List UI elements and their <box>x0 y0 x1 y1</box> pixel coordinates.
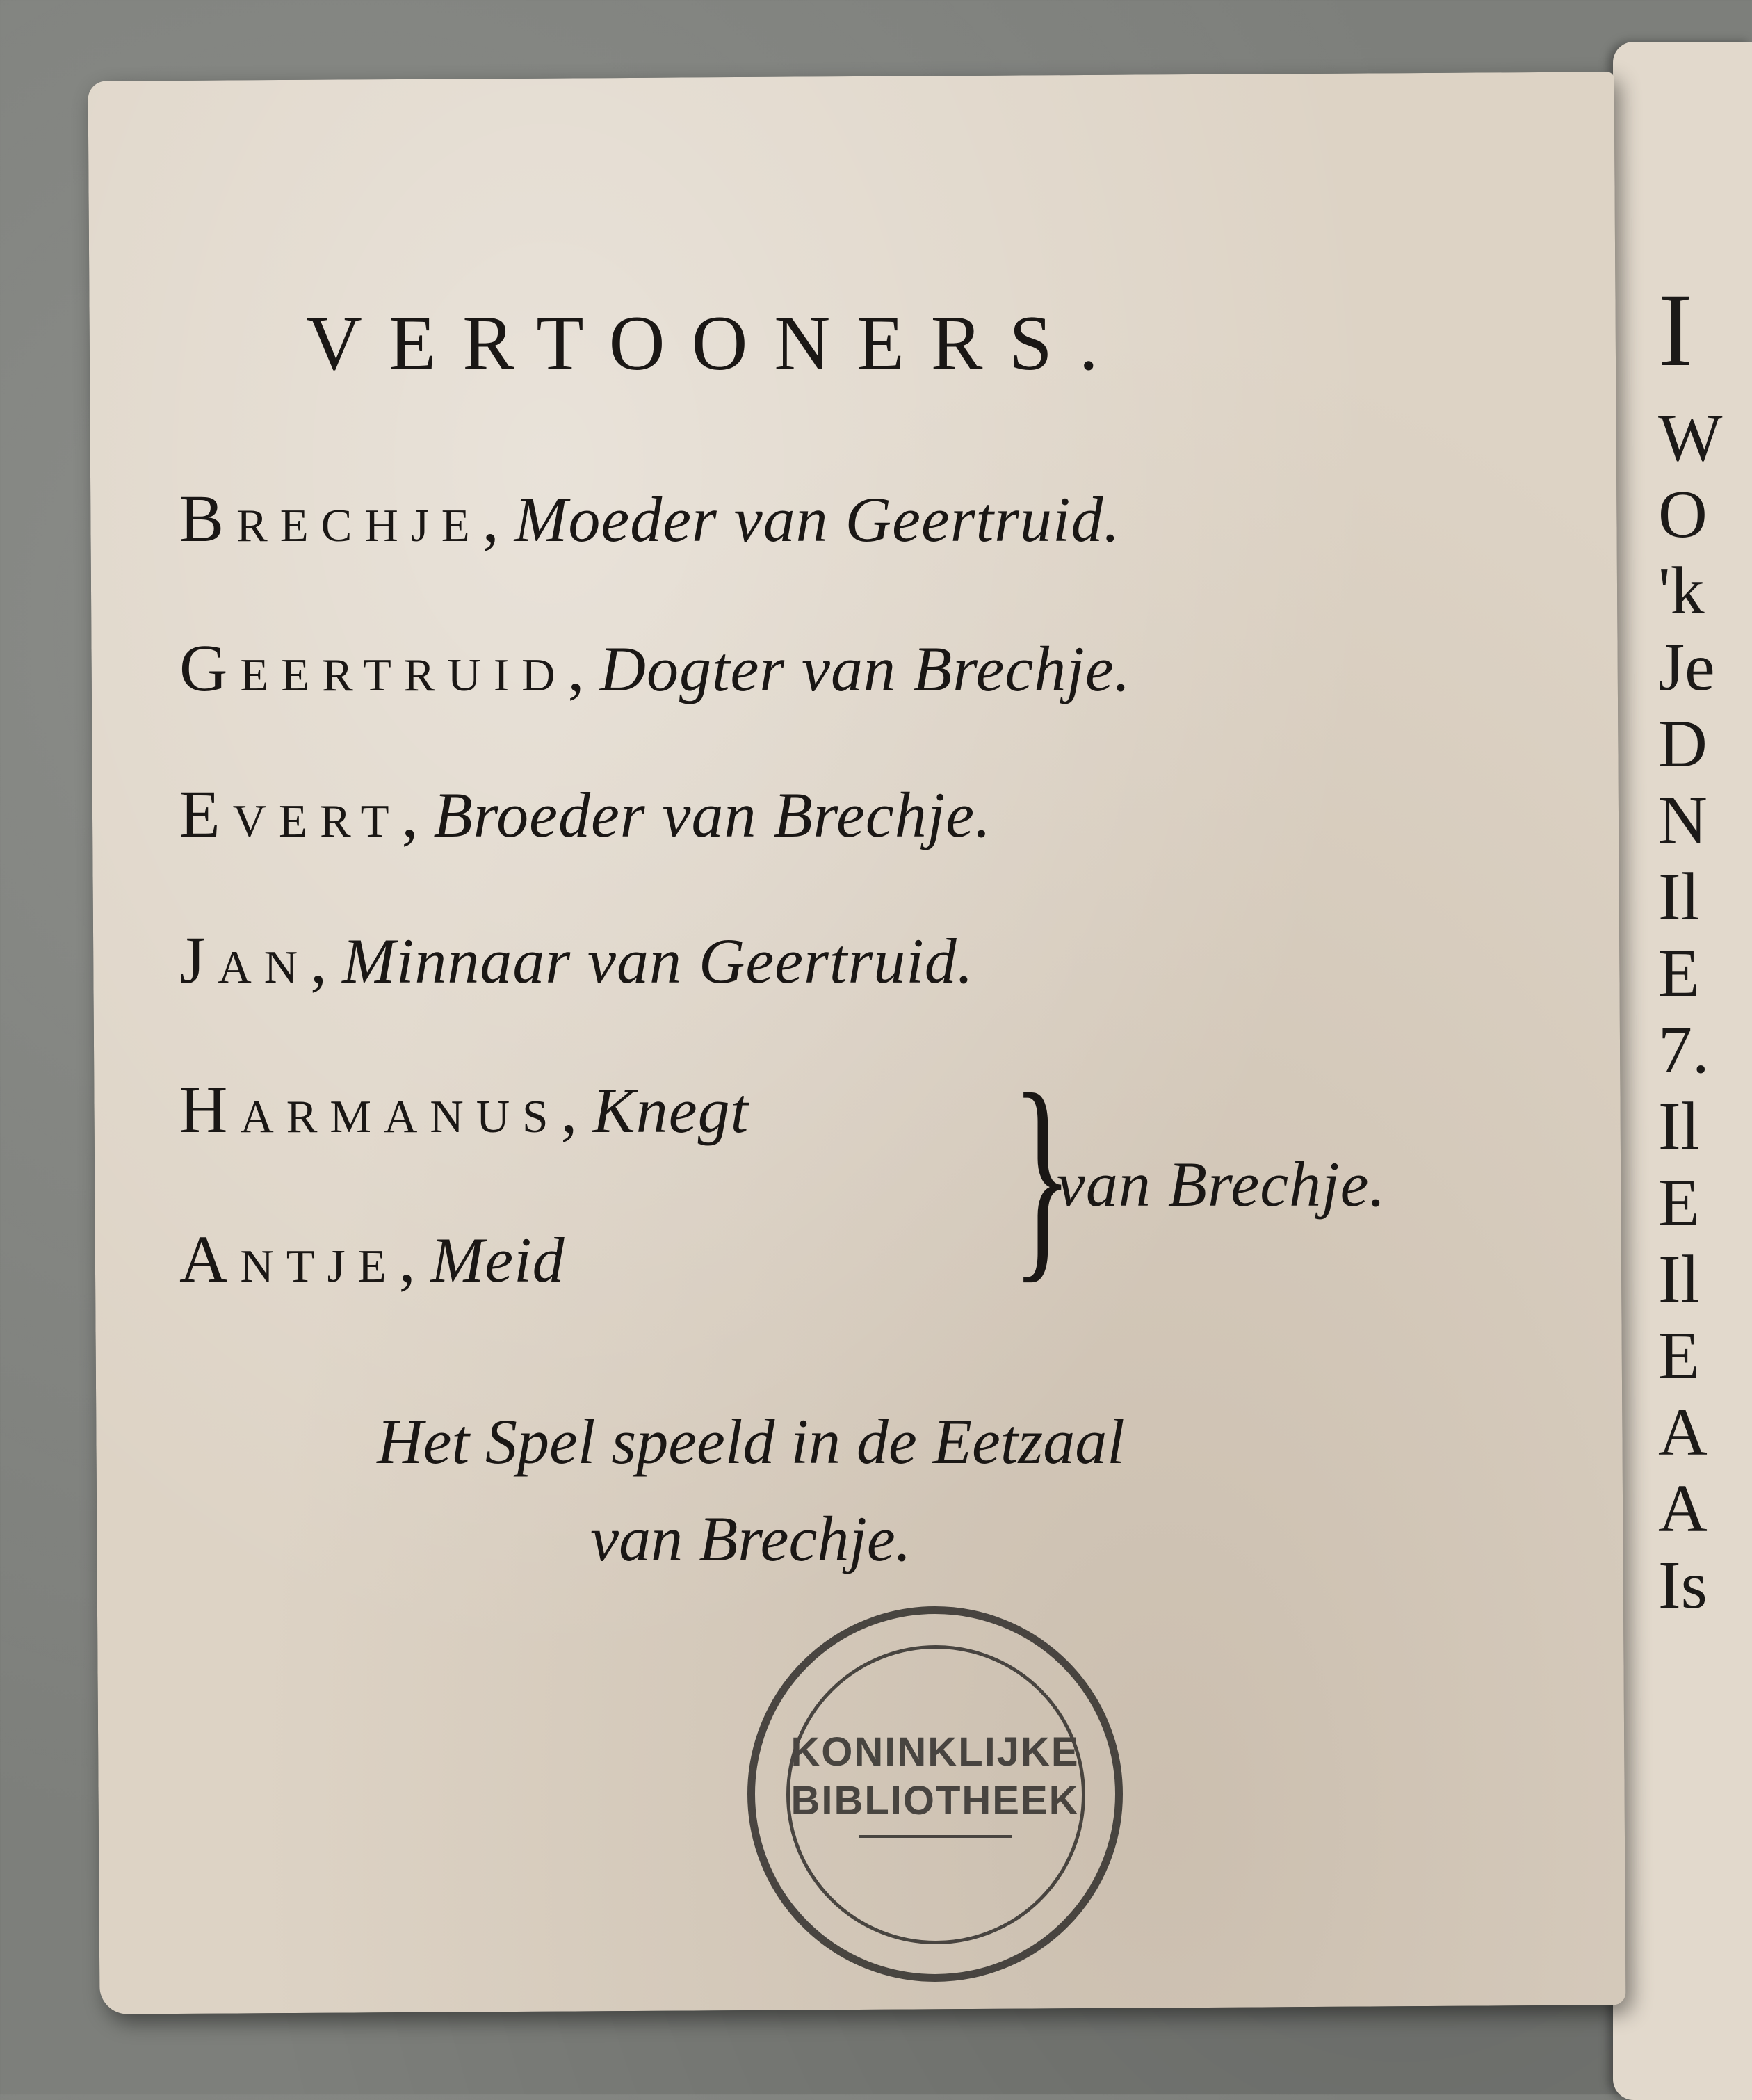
facing-page-letter: Il <box>1658 859 1700 935</box>
character-role: Minnaar van Geertruid. <box>342 926 974 996</box>
facing-page-letter: 7. <box>1658 1012 1710 1088</box>
facing-page-letter: Il <box>1658 1089 1700 1164</box>
curly-brace-icon: } <box>1012 1048 1073 1302</box>
cast-entry <box>179 921 974 999</box>
character-role: Meid <box>430 1225 565 1295</box>
character-name: Antje, <box>179 1222 428 1296</box>
facing-page-letter: 'k <box>1658 554 1705 629</box>
facing-page-letter: A <box>1658 1395 1708 1470</box>
facing-page-letter: N <box>1658 783 1708 858</box>
facing-page-letter: Is <box>1658 1548 1708 1623</box>
facing-page-letter: W <box>1658 401 1723 476</box>
cast-entry <box>179 480 1121 557</box>
cast-entry <box>179 775 991 853</box>
cast-entry <box>179 1220 565 1298</box>
character-role: Knegt <box>592 1075 749 1146</box>
facing-page-letter: I <box>1658 273 1693 388</box>
shared-role <box>1057 1147 1386 1221</box>
character-role: Moeder van Geertruid. <box>514 484 1121 555</box>
page-title: VERTOONERS. <box>306 300 1125 387</box>
cast-entry <box>179 629 1131 706</box>
character-name: Harmanus, <box>179 1072 590 1147</box>
setting-line: van Brechje. <box>590 1503 911 1574</box>
facing-page-letter: O <box>1658 477 1708 552</box>
shared-role-text: van Brechje. <box>1057 1149 1386 1220</box>
setting-line: Het Spel speeld in de Eetzaal <box>377 1406 1125 1477</box>
facing-page-letter: Je <box>1658 630 1715 705</box>
facing-page-letter: E <box>1658 936 1700 1011</box>
character-name: Evert, <box>179 777 431 851</box>
character-name: Brechje, <box>179 481 512 556</box>
stamp-text: BIBLIOTHEEK <box>790 1778 1080 1823</box>
facing-page-letter: D <box>1658 706 1708 782</box>
cast-entry <box>179 1071 749 1148</box>
character-role: Dogter van Brechje. <box>599 633 1131 704</box>
stamp-rule <box>859 1835 1012 1838</box>
facing-page-letter: E <box>1658 1318 1700 1394</box>
character-role: Broeder van Brechje. <box>433 780 992 850</box>
character-name: Geertruid, <box>179 631 597 705</box>
facing-page-letter: A <box>1658 1471 1708 1546</box>
character-name: Jan, <box>179 923 340 997</box>
facing-page-letter: Il <box>1658 1242 1700 1317</box>
facing-page-letter: E <box>1658 1165 1700 1241</box>
library-stamp <box>747 1606 1123 1982</box>
stamp-text: KONINKLIJKE <box>790 1729 1080 1775</box>
facing-page-text <box>1658 275 1742 1624</box>
